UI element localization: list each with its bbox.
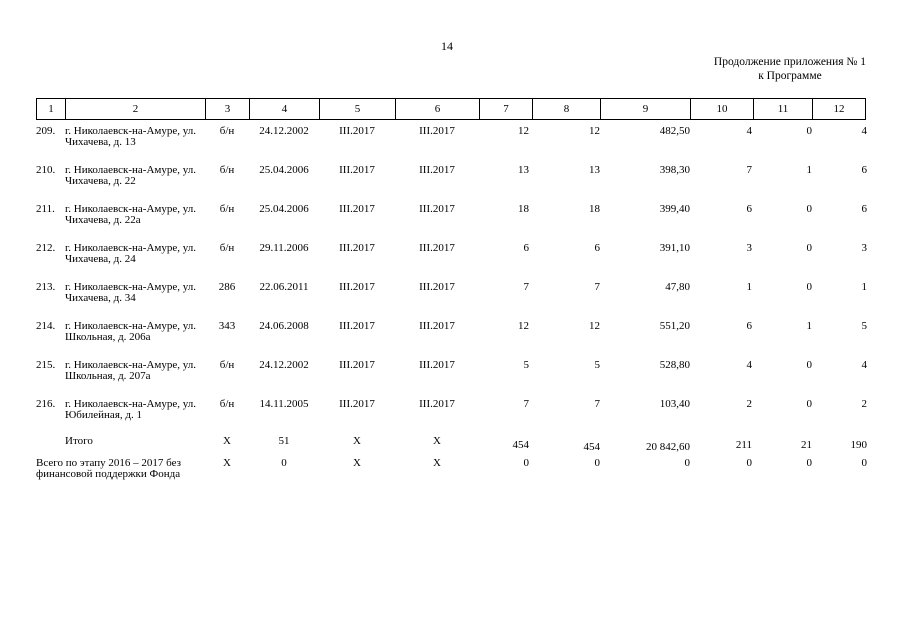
row-number: 209. [36,125,56,137]
header-cell: 4 [250,99,320,120]
cell: 25.04.2006 [259,164,309,176]
cell: Х [433,457,441,469]
cell: Х [353,457,361,469]
cell: 12 [518,125,529,137]
cell: III.2017 [419,164,455,176]
total-label: Итого [65,435,93,447]
cell: III.2017 [339,281,375,293]
cell: III.2017 [419,398,455,410]
cell: 24.12.2002 [259,359,309,371]
cell: III.2017 [419,281,455,293]
row-number: 216. [36,398,56,410]
cell: 398,30 [659,164,690,176]
cell: 6 [746,203,752,215]
row-number: 211. [36,203,55,215]
address-cell: г. Николаевск-на-Амуре, ул. Школьная, д. 207а [65,359,196,382]
cell: 1 [861,281,867,293]
header-cell: 6 [396,99,480,120]
cell: 5 [861,320,867,332]
cell: 211 [735,439,752,451]
header-cell: 2 [66,99,206,120]
address-cell: г. Николаевск-на-Амуре, ул. Юбилейная, д. 1 [65,398,196,421]
cell: 25.04.2006 [259,203,309,215]
cell: 3 [861,242,867,254]
cell: 6 [861,203,867,215]
cell: 18 [589,203,600,215]
cell: 29.11.2006 [259,242,309,254]
address-cell: г. Николаевск-на-Амуре, ул. Чихачева, д. 22а [65,203,196,226]
header-cell: 5 [320,99,396,120]
cell: III.2017 [339,125,375,137]
cell: 399,40 [659,203,690,215]
cell: 47,80 [665,281,690,293]
cell: 5 [523,359,529,371]
cell: 551,20 [659,320,690,332]
header-cell: 3 [206,99,250,120]
header-cell: 1 [37,99,66,120]
header-cell: 7 [480,99,533,120]
appendix-caption [714,55,866,83]
cell: б/н [219,242,235,254]
cell: 6 [523,242,529,254]
cell: 1 [746,281,752,293]
cell: 0 [806,125,812,137]
cell: 0 [806,242,812,254]
cell: Х [223,435,231,447]
cell: 24.12.2002 [259,125,309,137]
cell: III.2017 [419,320,455,332]
cell: б/н [219,125,235,137]
cell: 2 [861,398,867,410]
cell: 18 [518,203,529,215]
row-number: 210. [36,164,56,176]
cell: б/н [219,203,235,215]
header-cell: 8 [533,99,601,120]
cell: 0 [523,457,529,469]
page-number: 14 [441,39,453,53]
cell: 6 [746,320,752,332]
cell: 4 [746,125,752,137]
cell: III.2017 [339,164,375,176]
cell: 6 [861,164,867,176]
column-number-header [36,98,866,120]
cell: 0 [806,398,812,410]
cell: 13 [589,164,600,176]
row-number: 214. [36,320,56,332]
header-cell: 11 [754,99,813,120]
cell: 6 [594,242,600,254]
cell: 4 [746,359,752,371]
cell: 0 [746,457,752,469]
cell: 4 [861,359,867,371]
cell: III.2017 [419,203,455,215]
row-number: 212. [36,242,56,254]
cell: 7 [523,398,529,410]
cell: 4 [861,125,867,137]
cell: 51 [278,435,290,447]
address-cell: г. Николаевск-на-Амуре, ул. Чихачева, д. 24 [65,242,196,265]
cell: б/н [219,164,235,176]
cell: Х [353,435,361,447]
cell: б/н [219,359,235,371]
address-cell: г. Николаевск-на-Амуре, ул. Чихачева, д. 13 [65,125,196,148]
header-cell: 10 [691,99,754,120]
cell: Х [223,457,231,469]
cell: 5 [594,359,600,371]
cell: 7 [594,398,600,410]
cell: 22.06.2011 [259,281,309,293]
cell: III.2017 [339,203,375,215]
cell: 391,10 [659,242,690,254]
cell: 1 [806,320,812,332]
cell: 7 [746,164,752,176]
cell: III.2017 [339,398,375,410]
cell: Х [433,435,441,447]
cell: 0 [861,457,867,469]
cell: 454 [583,441,600,453]
cell: 21 [801,439,812,451]
cell: III.2017 [419,242,455,254]
cell: 190 [850,439,867,451]
cell: 528,80 [659,359,690,371]
cell: 286 [218,281,236,293]
caption-line-1: Продолжение приложения № 1 [713,56,866,68]
cell: 0 [806,281,812,293]
grand-total-label: Всего по этапу 2016 – 2017 без финансовой поддержки Фонда [36,457,181,480]
cell: 14.11.2005 [259,398,309,410]
cell: 0 [806,359,812,371]
cell: III.2017 [419,125,455,137]
cell: б/н [219,398,235,410]
cell: 3 [746,242,752,254]
cell: 12 [589,320,600,332]
cell: 0 [594,457,600,469]
cell: 12 [518,320,529,332]
row-number: 215. [36,359,56,371]
cell: III.2017 [339,320,375,332]
row-number: 213. [36,281,56,293]
cell: 20 842,60 [646,441,690,453]
address-cell: г. Николаевск-на-Амуре, ул. Школьная, д. 206а [65,320,196,343]
cell: 103,40 [659,398,690,410]
cell: 0 [806,457,812,469]
cell: 12 [589,125,600,137]
address-cell: г. Николаевск-на-Амуре, ул. Чихачева, д. 34 [65,281,196,304]
cell: 0 [806,203,812,215]
cell: 0 [281,457,287,469]
cell: III.2017 [419,359,455,371]
header-cell: 12 [813,99,866,120]
cell: 454 [512,439,529,451]
header-cell: 9 [601,99,691,120]
cell: 24.06.2008 [259,320,309,332]
cell: 0 [684,457,690,469]
cell: 1 [806,164,812,176]
caption-line-2: к Программе [758,70,822,82]
address-cell: г. Николаевск-на-Амуре, ул. Чихачева, д. 22 [65,164,196,187]
cell: 7 [523,281,529,293]
cell: III.2017 [339,242,375,254]
cell: 343 [218,320,236,332]
cell: 13 [518,164,529,176]
cell: 2 [746,398,752,410]
cell: III.2017 [339,359,375,371]
cell: 7 [594,281,600,293]
cell: 482,50 [659,125,690,137]
